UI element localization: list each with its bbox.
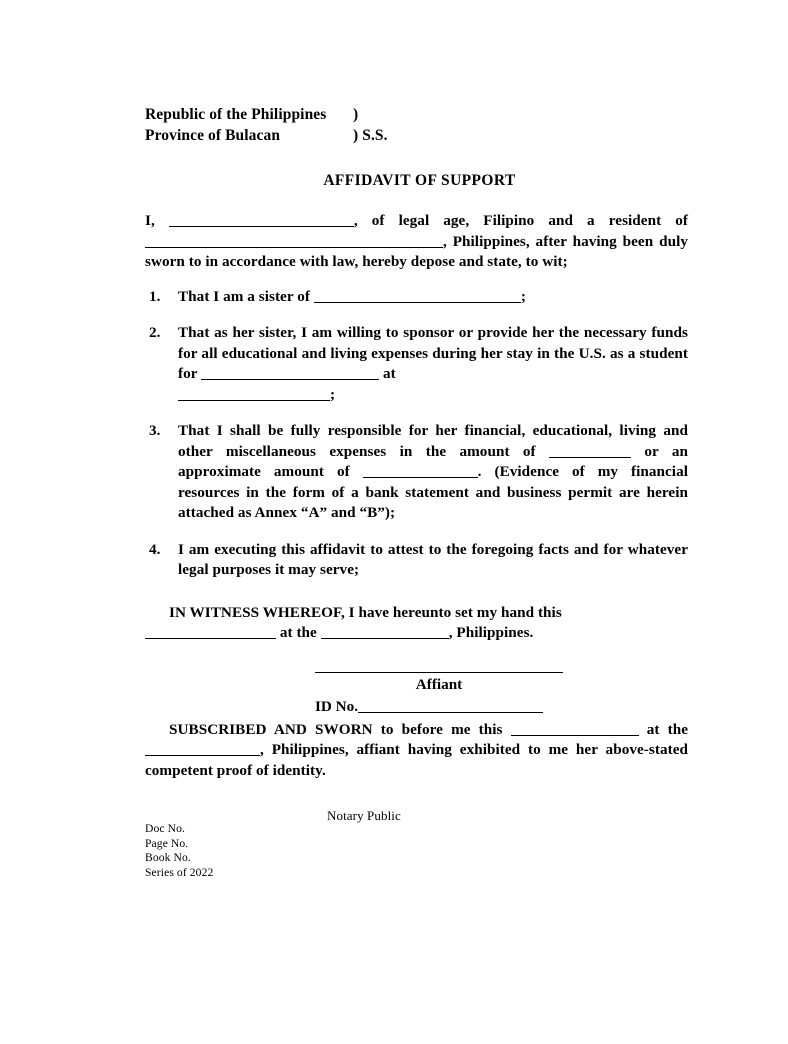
book-no-label: Book No.: [145, 851, 191, 864]
affidavit-item-2: [145, 323, 688, 405]
item2-last-line: [178, 385, 688, 406]
id-number-blank[interactable]: [358, 698, 543, 713]
subscribed-text-part1: SUBSCRIBED AND SWORN to before me this: [169, 720, 511, 738]
notarial-register-block: [145, 822, 213, 880]
affiant-label: Affiant: [415, 675, 463, 693]
intro-text-part2: , of legal age, Filipino and a resident of: [353, 212, 689, 229]
witness-text-part3: , Philippines.: [448, 624, 534, 641]
signature-block: [145, 672, 688, 718]
page-no-label: Page No.: [145, 836, 189, 850]
id-number-label: ID No.: [315, 697, 359, 715]
item3-text-after: . (Evidence of my financial resources in the form of a bank statement and business permit are herein attached as Annex “A” and “B”);: [178, 463, 688, 521]
item3-text-middle: or an approximate amount of: [178, 442, 688, 480]
witness-date-blank[interactable]: [145, 624, 276, 639]
item2-school-blank[interactable]: [178, 386, 330, 401]
venue-block: [145, 104, 688, 146]
witness-text-part2: at the: [276, 624, 321, 641]
witness-paragraph: [145, 603, 688, 644]
venue-republic-mark: ): [353, 106, 359, 123]
id-number-row: [315, 696, 688, 718]
document-body: [145, 104, 688, 781]
item2-text-middle: at: [379, 365, 396, 382]
affidavit-item-1: [145, 287, 688, 308]
series-label: Series of 2022: [145, 865, 214, 879]
item2-text-before: That as her sister, I am willing to sponsor or provide her the necessary funds for all educational and living expenses during her stay in the U.S. as a student for: [178, 324, 688, 382]
venue-line-province: [145, 125, 688, 146]
item1-text-after: ;: [520, 287, 526, 305]
affidavit-items-list: [145, 287, 688, 581]
item1-text-before: That I am a sister of: [178, 287, 314, 305]
item4-text: I am executing this affidavit to attest to the foregoing facts and for whatever legal purposes it may serve;: [178, 540, 688, 578]
document-title: AFFIDAVIT OF SUPPORT: [323, 172, 516, 189]
intro-paragraph: [145, 211, 688, 273]
venue-republic-label: Republic of the Philippines: [145, 106, 327, 123]
item2-text-after: ;: [330, 385, 336, 403]
item1-relation-blank[interactable]: [314, 288, 521, 303]
subscribed-text-part3: , Philippines, affiant having exhibited to me her above-stated competent proof of identity.: [145, 741, 688, 779]
subscribed-text-part2: at the: [638, 720, 688, 738]
notary-public-label: Notary Public: [327, 808, 401, 823]
item3-approximate-amount-blank[interactable]: [363, 463, 478, 478]
witness-tail-line: [145, 623, 688, 644]
affidavit-item-4: [145, 540, 688, 581]
intro-text-part1: I,: [145, 212, 169, 229]
doc-no-label: Doc No.: [145, 822, 185, 835]
venue-province-label: Province of Bulacan: [145, 127, 281, 144]
item3-amount-blank[interactable]: [549, 443, 631, 458]
item3-text-before: That I shall be fully responsible for her financial, educational, living and other miscellaneous expenses in the amount of: [178, 422, 688, 460]
affiant-address-blank[interactable]: [145, 233, 443, 248]
venue-line-republic: [145, 104, 688, 125]
subscribed-paragraph: [145, 720, 688, 782]
venue-province-mark: ) S.S.: [353, 127, 388, 144]
item2-duration-blank[interactable]: [201, 365, 379, 380]
subscribed-date-blank[interactable]: [511, 721, 639, 736]
witness-place-blank[interactable]: [321, 624, 449, 639]
subscribed-place-blank[interactable]: [145, 741, 260, 756]
affidavit-item-3: [145, 421, 688, 524]
affiant-name-blank[interactable]: [169, 212, 354, 227]
intro-text-part3: , Philippines, after having been duly sworn to in accordance with law, hereby depose and state, to wit;: [145, 232, 688, 270]
witness-text-part1: IN WITNESS WHEREOF, I have hereunto set my hand this: [169, 603, 562, 621]
